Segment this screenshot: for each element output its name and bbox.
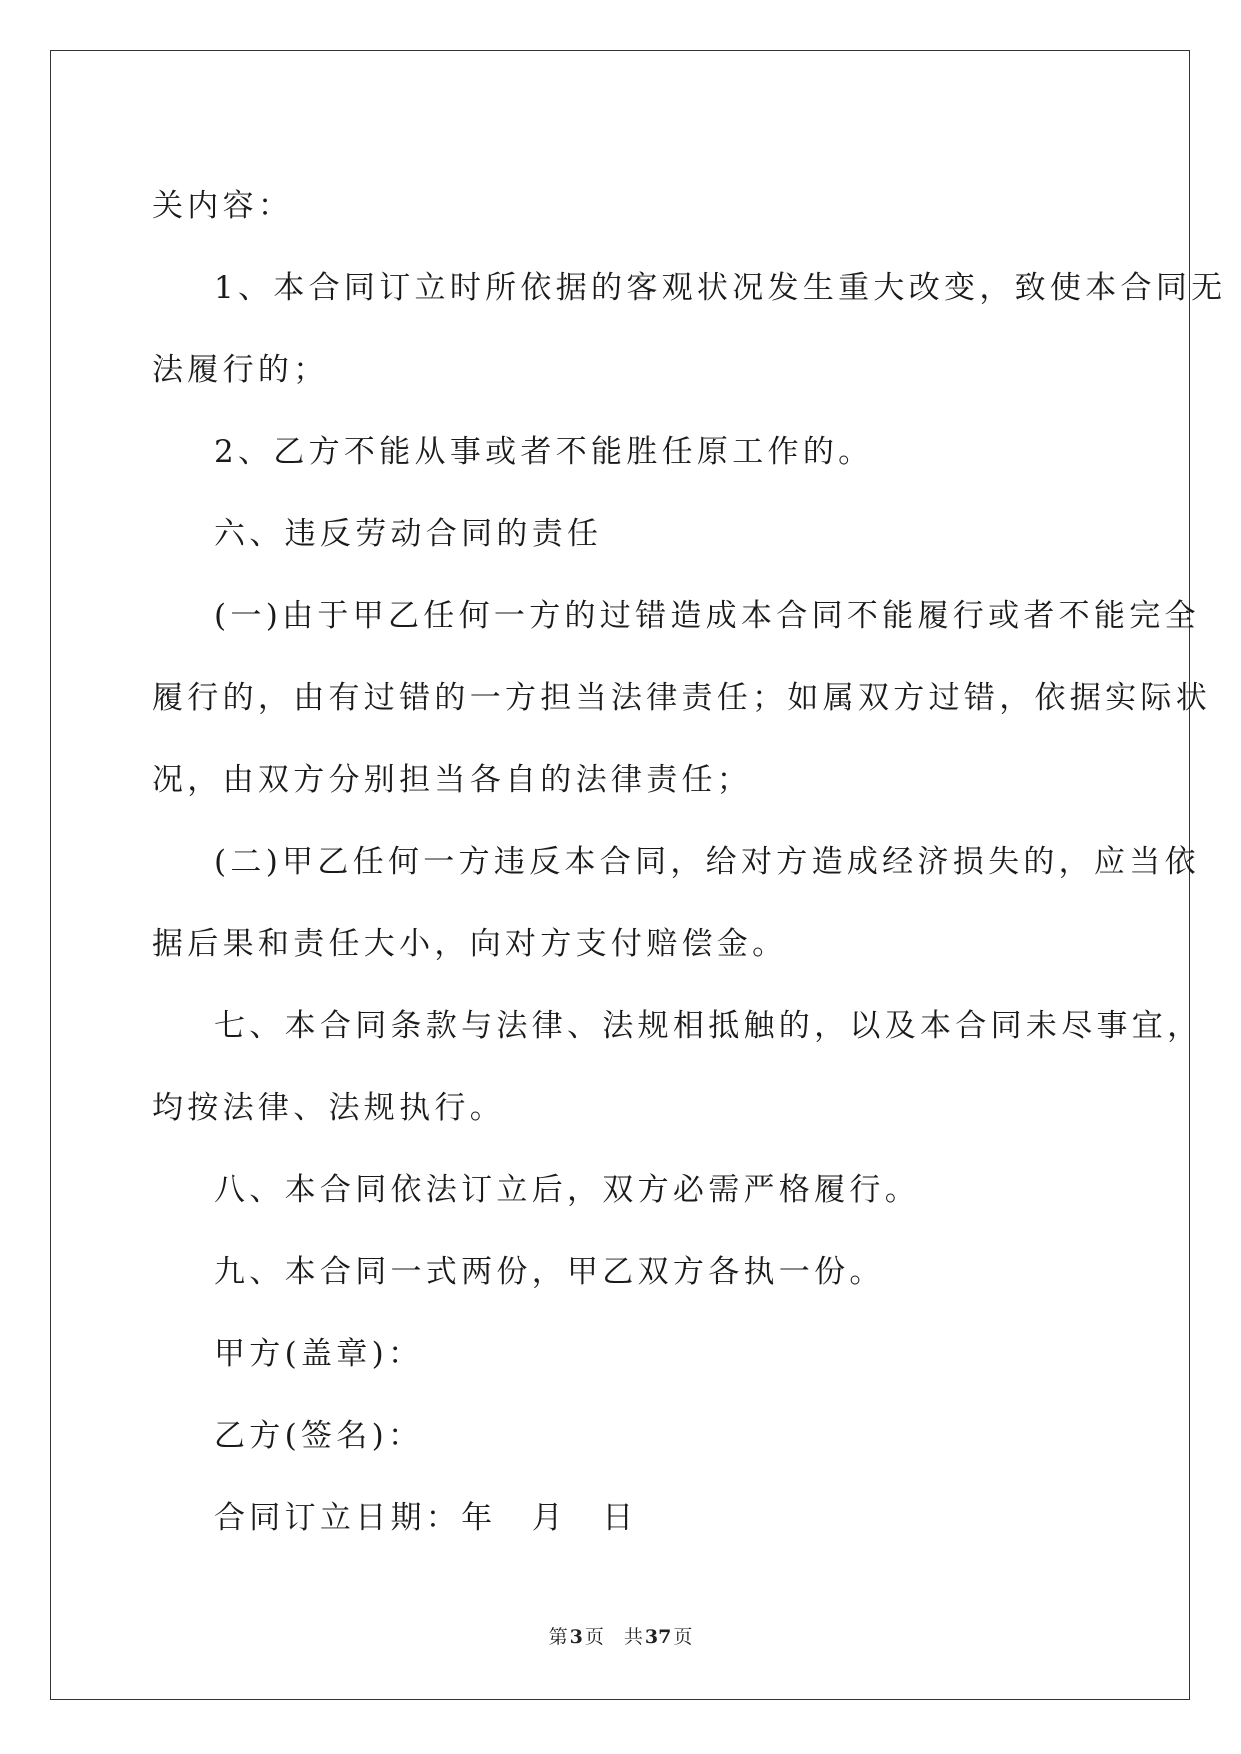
- text-line: (二)甲乙任何一方违反本合同，给对方造成经济损失的，应当依: [214, 844, 1200, 880]
- text-line: 九、本合同一式两份，甲乙双方各执一份。: [214, 1254, 885, 1290]
- text-line: 七、本合同条款与法律、法规相抵触的，以及本合同未尽事宜，: [214, 1008, 1203, 1044]
- page-number: 3: [569, 1626, 583, 1648]
- text-line: 关内容：: [152, 188, 294, 224]
- page-footer: [0, 1622, 1241, 1649]
- document-body: [152, 165, 1227, 1559]
- text-line: 1、本合同订立时所依据的客观状况发生重大改变，致使本合同无: [214, 270, 1227, 306]
- text-line: 法履行的；: [152, 352, 329, 388]
- party-a-signature-line: 甲方(盖章)：: [214, 1336, 424, 1372]
- page-suffix: 页: [584, 1626, 604, 1648]
- text-line: 2、乙方不能从事或者不能胜任原工作的。: [214, 434, 874, 470]
- total-pages: 37: [644, 1626, 672, 1648]
- total-prefix: 共: [623, 1626, 643, 1648]
- text-line: 均按法律、法规执行。: [152, 1090, 505, 1126]
- text-line: 履行的，由有过错的一方担当法律责任；如属双方过错，依据实际状: [152, 680, 1211, 716]
- contract-date-line: 合同订立日期：年 月 日: [214, 1500, 638, 1536]
- text-line: (一)由于甲乙任何一方的过错造成本合同不能履行或者不能完全: [214, 598, 1200, 634]
- page-prefix: 第: [548, 1626, 568, 1648]
- party-b-signature-line: 乙方(签名)：: [214, 1418, 424, 1454]
- section-heading: 六、违反劳动合同的责任: [214, 516, 603, 552]
- text-line: 况，由双方分别担当各自的法律责任；: [152, 762, 753, 798]
- text-line: 八、本合同依法订立后，双方必需严格履行。: [214, 1172, 920, 1208]
- text-line: 据后果和责任大小，向对方支付赔偿金。: [152, 926, 788, 962]
- total-suffix: 页: [673, 1626, 693, 1648]
